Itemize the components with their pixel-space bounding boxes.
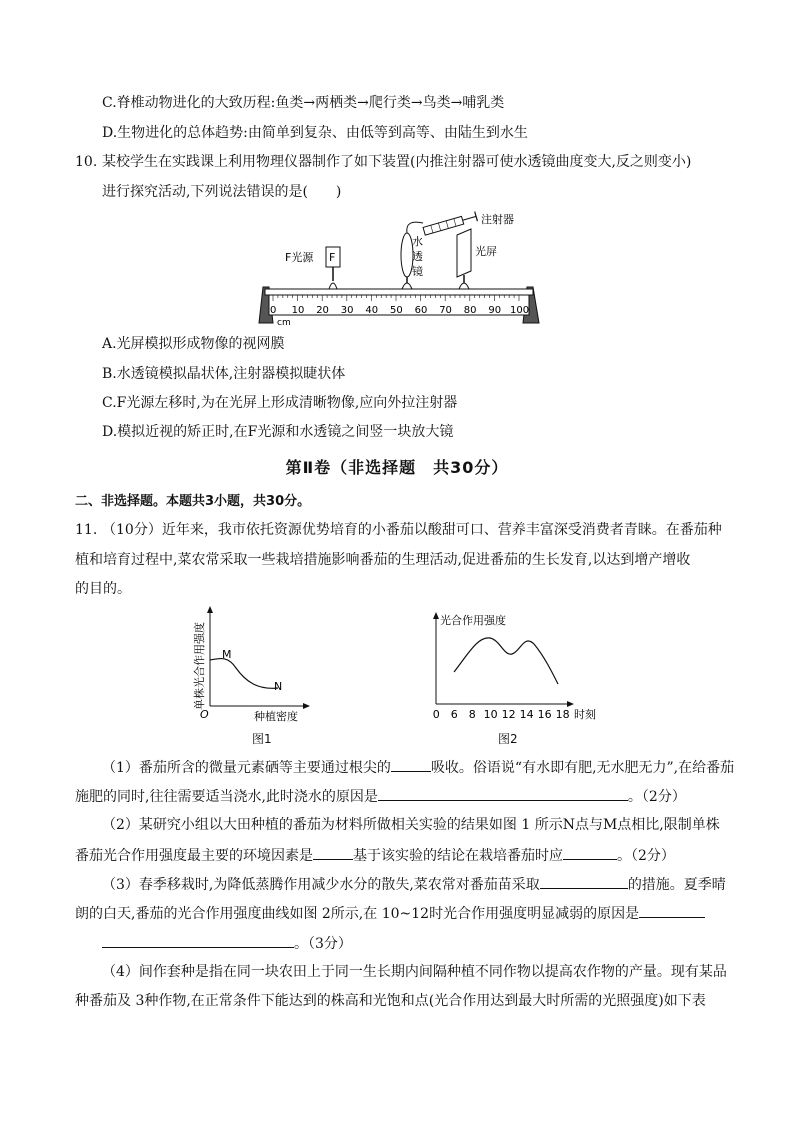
- q11-part2-line2: [75, 845, 675, 866]
- fig2-tick-label: 12: [501, 708, 516, 721]
- q11-part1-line1: [102, 757, 734, 778]
- fig1-point-n: N: [274, 680, 283, 693]
- q11-part2-text-d: 。（2分）: [617, 848, 675, 864]
- ruler-tick-label: 60: [414, 305, 428, 316]
- fig1-point-m: M: [222, 648, 232, 661]
- lens-holder: [402, 283, 412, 289]
- q11-part3-line3: [102, 933, 352, 954]
- ruler-tick-label: 70: [439, 305, 452, 316]
- optical-bench-diagram: [255, 205, 555, 327]
- figure-2-caption: 图2: [498, 732, 518, 746]
- fig2-tick-label: 8: [468, 708, 476, 721]
- fig1-xlabel: 种植密度: [254, 710, 298, 723]
- screen-holder: [459, 283, 469, 289]
- q11-part1-text-a: （1）番茄所含的微量元素硒等主要通过根尖的: [102, 760, 391, 776]
- fig1-origin: O: [200, 708, 209, 721]
- figure-2-time-chart: [428, 610, 608, 722]
- q10-option-a: A.光屏模拟形成物像的视网膜: [102, 336, 285, 352]
- q11-intro-line2: 植和培育过程中,菜农常采取一些栽培措施影响番茄的生理活动,促进番茄的生长发育,以达到增产增收: [75, 552, 691, 568]
- q11-intro-line1: （10分）近年来，我市依托资源优势培育的小番茄以酸甜可口、营养丰富深受消费者青睐。在番茄种: [102, 522, 722, 538]
- f-source-label: F光源: [285, 251, 314, 264]
- light-screen: [457, 229, 471, 277]
- q11-part3-blank-2-cont[interactable]: [102, 933, 294, 948]
- f-source-holder: [329, 283, 337, 289]
- q11-part1-text-c: 施肥的同时,往往需要适当浇水,此时浇水的原因是: [75, 789, 378, 805]
- fig1-ylabel: 单株光合作用强度: [193, 622, 206, 710]
- q11-part2-blank-2[interactable]: [563, 845, 617, 860]
- lens-label-1: 水: [412, 235, 423, 248]
- q9-option-d: D.生物进化的总体趋势:由简单到复杂、由低等到高等、由陆生到水生: [102, 125, 528, 141]
- ruler-unit: cm: [277, 318, 291, 327]
- q11-part2-text-b: 番茄光合作用强度最主要的环境因素是: [75, 848, 313, 864]
- fig2-tick-label: 16: [537, 708, 552, 721]
- syringe-label: 注射器: [481, 213, 514, 226]
- q10-number: 10.: [75, 154, 98, 170]
- q11-part3-text-a: （3）春季移栽时,为降低蒸腾作用减少水分的散失,菜农常对番茄苗采取: [102, 877, 540, 893]
- fig2-curve: [454, 638, 558, 684]
- q10-option-d: D.模拟近视的矫正时,在F光源和水透镜之间竖一块放大镜: [102, 424, 454, 440]
- fig1-curve: [210, 658, 278, 688]
- ruler-tick-label: 40: [365, 305, 379, 316]
- q11-part1-text-d: 。（2分）: [627, 789, 686, 805]
- q11-part3-line1: [102, 874, 726, 895]
- rail: [265, 289, 533, 295]
- q9-option-c: C.脊椎动物进化的大致历程:鱼类→两栖类→爬行类→鸟类→哺乳类: [102, 95, 505, 111]
- ruler-tick-label: 0: [270, 305, 277, 316]
- q11-intro-line3: 的目的。: [75, 581, 131, 597]
- q11-part1-line2: [75, 786, 686, 807]
- fig2-tick-label: 18: [555, 708, 570, 721]
- fig2-xlabel: 时刻: [574, 708, 596, 721]
- fig2-tick-label: 6: [450, 708, 458, 721]
- q11-part1-text-b: 吸收。俗语说“有水即有肥,无水肥无力”,在给番茄: [430, 760, 735, 776]
- section-2-title: 第Ⅱ卷（非选择题 共30分）: [285, 458, 509, 477]
- q11-part1-blank-1[interactable]: [391, 757, 431, 772]
- figure-1-caption: 图1: [252, 732, 272, 746]
- q11-part2-line1: （2）某研究小组以大田种植的番茄为材料所做相关实验的结果如图 1 所示N点与M点相比,限制单株: [102, 817, 720, 833]
- lens-label-3: 镜: [412, 265, 423, 278]
- q11-part3-text-d: 。（3分）: [294, 936, 352, 952]
- q11-part3-line2: [75, 903, 705, 924]
- ruler-tick-label: 10: [291, 305, 305, 316]
- q11-part2-text-c: 基于该实验的结论在栽培番茄时应: [353, 848, 563, 864]
- ruler-tick-label: 30: [340, 305, 354, 316]
- fig2-tick-label: 0: [432, 708, 440, 721]
- q11-part3-text-c: 朗的白天,番茄的光合作用强度曲线如图 2所示,在 10~12时光合作用强度明显减弱的原因是: [75, 906, 640, 922]
- ruler-tick-label: 100: [510, 305, 530, 316]
- q11-number: 11.: [75, 522, 98, 538]
- q11-part3-blank-1[interactable]: [540, 874, 628, 889]
- q11-part3-blank-2[interactable]: [639, 903, 705, 918]
- q11-part3-text-b: 的措施。夏季晴: [627, 877, 726, 893]
- q10-stem-line1: 某校学生在实践课上利用物理仪器制作了如下装置(内推注射器可使水透镜曲度变大,反之则变小): [102, 154, 692, 170]
- screen-label: 光屏: [475, 245, 497, 258]
- q10-stem-line2: 进行探究活动,下列说法错误的是( ): [102, 184, 342, 200]
- ruler-tick-label: 20: [316, 305, 329, 316]
- section-2-heading: 二、非选择题。本题共3小题，共30分。: [75, 494, 311, 509]
- figure-1-density-chart: [188, 602, 328, 724]
- ruler-tick-label: 50: [390, 305, 403, 316]
- lens-label-2: 透: [412, 250, 423, 263]
- q11-part2-blank-1[interactable]: [313, 845, 353, 860]
- fig2-tick-label: 10: [483, 708, 498, 721]
- fig2-ylabel: 光合作用强度: [440, 614, 506, 627]
- ruler-tick-label: 90: [488, 305, 502, 316]
- q11-part4-line2: 种番茄及 3种作物,在正常条件下能达到的株高和光饱和点(光合作用达到最大时所需的光照强度)如下表: [75, 993, 706, 1009]
- q11-part4-line1: （4）间作套种是指在同一块农田上于同一生长期内间隔种植不同作物以提高农作物的产量。现有某品: [102, 964, 727, 980]
- ruler-tick-label: 80: [463, 305, 477, 316]
- f-letter: F: [329, 251, 336, 264]
- fig2-tick-label: 14: [519, 708, 534, 721]
- q10-option-b: B.水透镜模拟晶状体,注射器模拟睫状体: [102, 366, 346, 382]
- q10-option-c: C.F光源左移时,为在光屏上形成清晰物像,应向外拉注射器: [102, 395, 458, 411]
- q11-part1-blank-2[interactable]: [378, 786, 628, 801]
